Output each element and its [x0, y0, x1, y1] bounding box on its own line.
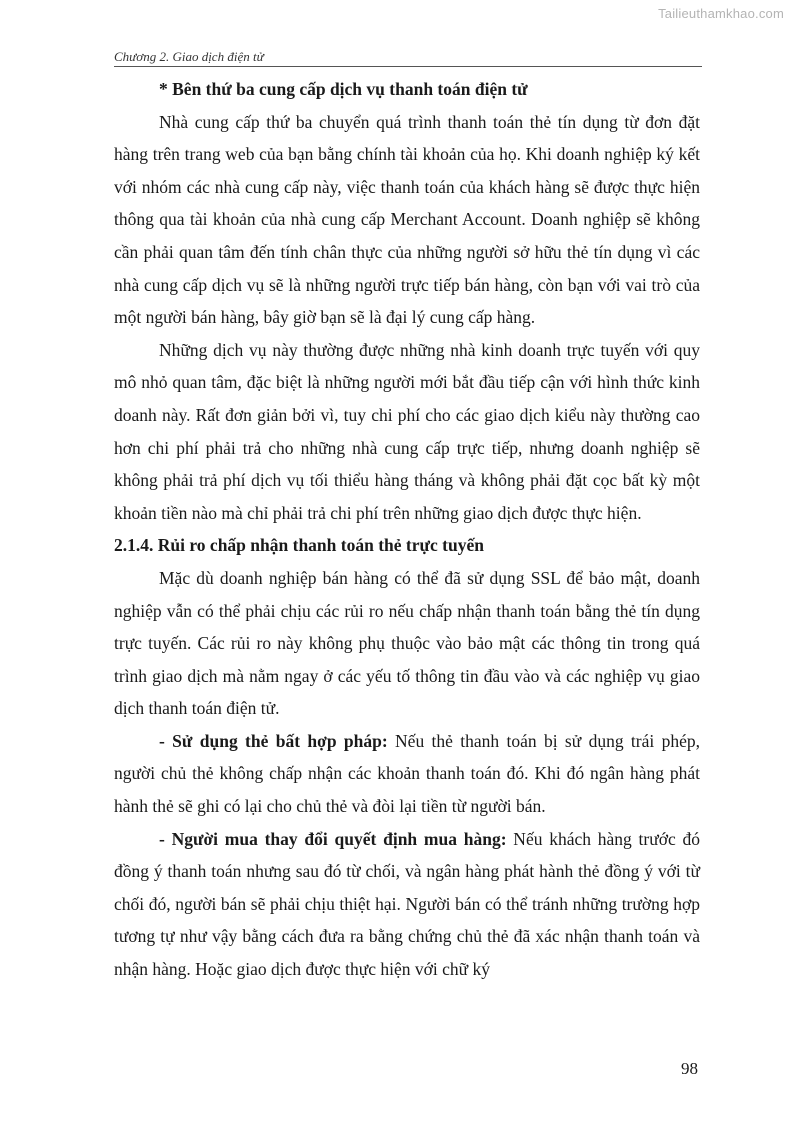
section-heading: 2.1.4. Rủi ro chấp nhận thanh toán thẻ trực tuyến — [114, 535, 484, 556]
paragraph-text: Nếu thẻ thanh toán bị sử dụng trái phép, người chủ thẻ không chấp nhận các khoản thanh toán đó. Khi đó ngân hàng phát hành thẻ sẽ ghi có lại cho chủ thẻ và đòi lại tiền từ người bán. — [114, 730, 700, 817]
paragraph-text: Nếu khách hàng trước đó đồng ý thanh toán nhưng sau đó từ chối, và ngân hàng phát hành thẻ đồng ý với từ chối đó, người bán sẽ phải chịu thiệt hại. Người bán có thể tránh những trường hợp tương tự như vậy bằng cách đưa ra bằng chứng chủ thẻ đã xác nhận thanh toán và nhận hàng. Hoặc giao dịch được thực hiện với chữ ký — [114, 828, 700, 980]
watermark: Tailieuthamkhao.com — [658, 6, 784, 21]
running-header: Chương 2. Giao dịch điện tử — [114, 49, 264, 64]
page-number: 98 — [681, 1059, 698, 1078]
header-rule — [114, 66, 702, 67]
paragraph-third-party-provider: Nhà cung cấp thứ ba chuyển quá trình thanh toán thẻ tín dụng từ đơn đặt hàng trên trang web của bạn bằng chính tài khoản của họ. Khi doanh nghiệp ký kết với nhóm các nhà cung cấp này, việc thanh toán của khách hàng sẽ được thực hiện thông qua tài khoản của nhà cung cấp Merchant Account. Doanh nghiệp sẽ không cần phải quan tâm đến tính chân thực của những người sở hữu thẻ tín dụng vì các nhà cung cấp dịch vụ sẽ là những người trực tiếp bán hàng, còn bạn với vai trò của một người bán hàng, bây giờ bạn sẽ là đại lý cung cấp hàng. — [114, 111, 700, 328]
paragraph-ssl-risk: Mặc dù doanh nghiệp bán hàng có thể đã sử dụng SSL để bảo mật, doanh nghiệp vẫn có thể phải chịu các rủi ro nếu chấp nhận thanh toán bằng thẻ tín dụng trực tuyến. Các rủi ro này không phụ thuộc vào bảo mật các thông tin trong quá trình giao dịch mà nằm ngay ở các yếu tố thông tin đầu vào và các nghiệp vụ giao dịch thanh toán điện tử. — [114, 567, 700, 719]
subsection-heading: * Bên thứ ba cung cấp dịch vụ thanh toán điện tử — [159, 79, 528, 99]
paragraph-illegal-card-use — [114, 725, 700, 823]
page-body — [114, 73, 700, 986]
term-illegal-card-use: - Sử dụng thẻ bất hợp pháp: — [159, 730, 388, 751]
paragraph-buyer-changes-mind — [114, 823, 700, 986]
paragraph-small-business: Những dịch vụ này thường được những nhà kinh doanh trực tuyến với quy mô nhỏ quan tâm, đặc biệt là những người mới bắt đầu tiếp cận với hình thức kinh doanh này. Rất đơn giản bởi vì, tuy chi phí cho các giao dịch kiểu này thường cao hơn chi phí phải trả cho những nhà cung cấp trực tiếp, nhưng doanh nghiệp sẽ không phải trả phí dịch vụ tối thiểu hàng tháng và không phải đặt cọc bất kỳ một khoản tiền nào mà chỉ phải trả chi phí trên những giao dịch được thực hiện. — [114, 339, 700, 523]
term-buyer-changes-mind: - Người mua thay đổi quyết định mua hàng: — [159, 828, 507, 849]
